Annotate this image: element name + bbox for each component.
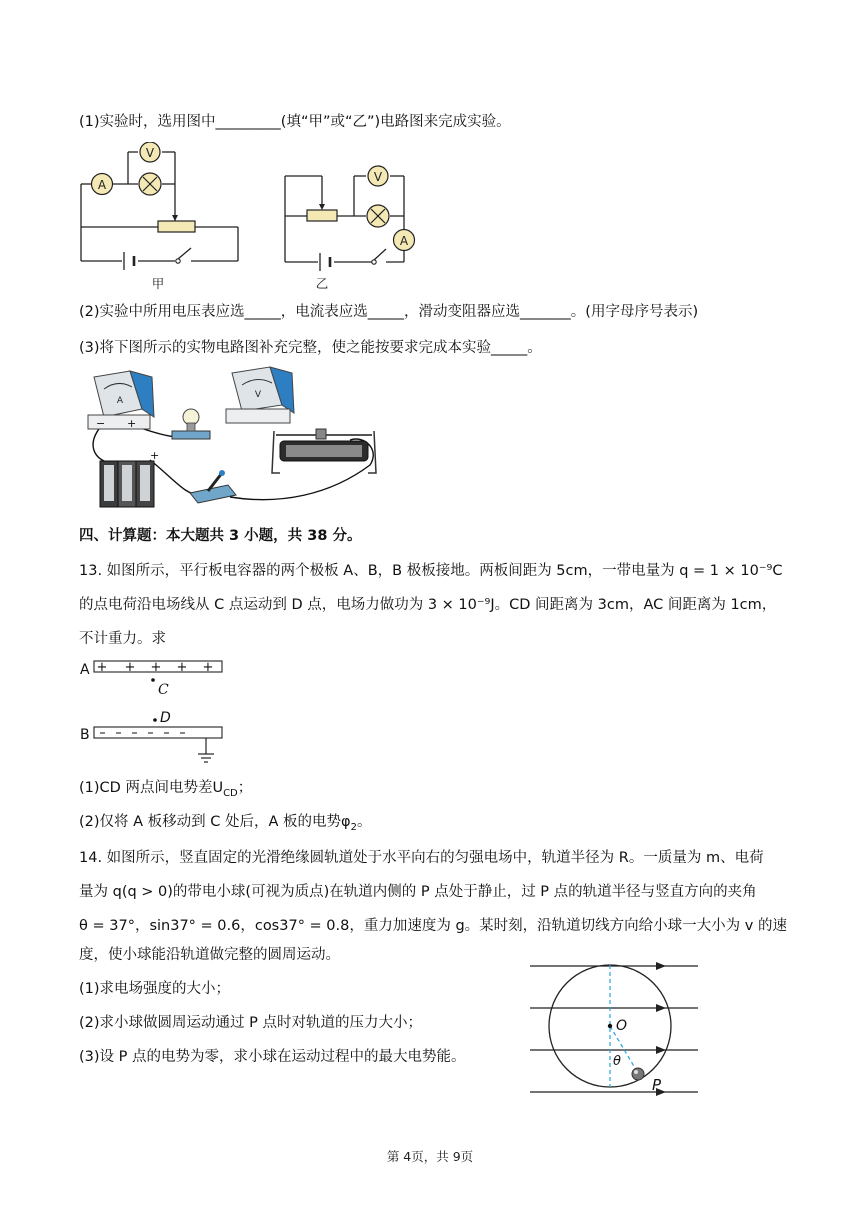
svg-text:+: +	[176, 660, 188, 675]
svg-text:+: +	[202, 660, 214, 675]
ammeter-plus: +	[127, 417, 137, 430]
center-o-dot	[608, 1024, 612, 1028]
q12-part2: (2)实验中所用电压表应选_____，电流表应选_____，滑动变阻器应选_______。(用字母序号表示)	[79, 304, 699, 320]
point-d-label: D	[160, 710, 171, 726]
plate-b-label: B	[80, 727, 90, 743]
q13-line2: 的点电荷沿电场线从 C 点运动到 D 点，电场力做功为 3 × 10⁻⁹J。CD 间距离为 3cm，AC 间距离为 1cm，	[79, 597, 777, 613]
q13-part1: (1)CD 两点间电势差$U_{CD}$；	[79, 780, 253, 799]
ground-symbol	[198, 738, 214, 762]
svg-text:+: +	[124, 660, 136, 675]
switch-pivot	[372, 260, 376, 264]
q13-part2: (2)仅将 A 板移动到 C 处后，A 板的电势$\varphi_2$。	[79, 814, 372, 833]
capacitor-diagram	[78, 656, 238, 776]
ammeter-minus: −	[96, 417, 106, 430]
q14-line3: θ = 37°，sin37° = 0.6，cos37° = 0.8，重力加速度为 g。某时刻，沿轨道切线方向给小球一大小为 v 的速	[79, 918, 787, 934]
rheostat	[158, 221, 195, 232]
ammeter-device	[88, 371, 154, 430]
q12-part1: (1)实验时，选用图中_________(填“甲”或“乙”)电路图来完成实验。	[79, 114, 511, 130]
voltmeter-device	[226, 367, 294, 423]
angle-theta-label: θ	[613, 1054, 621, 1069]
q13-line3: 不计重力。求	[79, 631, 166, 647]
apparatus-illustration	[80, 365, 390, 513]
point-c-dot	[151, 678, 155, 682]
circular-track-diagram	[528, 955, 703, 1100]
q14-line1: 14. 如图所示，竖直固定的光滑绝缘圆轨道处于水平向右的匀强电场中，轨道半径为 R。一质量为 m、电荷	[79, 850, 764, 866]
q14-line4: 度，使小球能沿轨道做完整的圆周运动。	[79, 947, 340, 963]
q14-line2: 量为 q(q > 0)的带电小球(可视为质点)在轨道内侧的 P 点处于静止，过 P 点的轨道半径与竖直方向的夹角	[79, 884, 757, 900]
q14-part3: (3)设 P 点的电势为零，求小球在运动过程中的最大电势能。	[79, 1049, 466, 1065]
q12-part3: (3)将下图所示的实物电路图补充完整，使之能按要求完成本实验_____。	[79, 340, 542, 356]
q14-part1: (1)求电场强度的大小；	[79, 981, 231, 997]
plate-b	[94, 727, 222, 738]
battery-plus: +	[150, 449, 160, 462]
rheostat	[307, 210, 337, 221]
figure-label-jia: 甲	[151, 276, 165, 291]
switch-device	[190, 470, 236, 503]
voltmeter-device-label: V	[254, 390, 262, 400]
ammeter-device-label: A	[116, 396, 124, 406]
svg-text:+: +	[150, 660, 162, 675]
rheostat-slider-arrow	[319, 204, 325, 210]
voltmeter-label: V	[145, 146, 155, 160]
circuit-diagram-jia	[78, 142, 248, 292]
q13-line1: 13. 如图所示，平行板电容器的两个极板 A、B，B 极板接地。两板间距为 5cm，一带电量为 q = 1 × 10⁻⁹C	[79, 563, 783, 579]
point-p-label: P	[652, 1076, 662, 1094]
section-4-heading: 四、计算题：本大题共 3 小题，共 38 分。	[79, 528, 362, 544]
circuit-diagram-yi	[282, 160, 432, 295]
point-d-dot	[153, 718, 157, 722]
switch-pivot	[176, 259, 180, 263]
figure-label-yi: 乙	[315, 276, 329, 291]
rheostat-slider-arrow	[172, 215, 178, 221]
ammeter-label: A	[97, 178, 107, 192]
point-c-label: C	[158, 682, 169, 698]
bulb-device	[172, 409, 210, 439]
center-o-label: O	[616, 1018, 628, 1034]
battery-pack	[100, 449, 159, 507]
rheostat-device	[272, 429, 376, 473]
q14-part2: (2)求小球做圆周运动通过 P 点时对轨道的压力大小；	[79, 1015, 422, 1031]
voltmeter-label: V	[373, 170, 383, 184]
page-footer: 第 4页，共 9页	[386, 1149, 474, 1164]
plate-a-label: A	[80, 662, 90, 678]
charged-ball	[632, 1068, 644, 1080]
svg-text:+: +	[96, 660, 108, 675]
ammeter-label: A	[399, 234, 409, 248]
field-lines	[530, 966, 698, 1092]
